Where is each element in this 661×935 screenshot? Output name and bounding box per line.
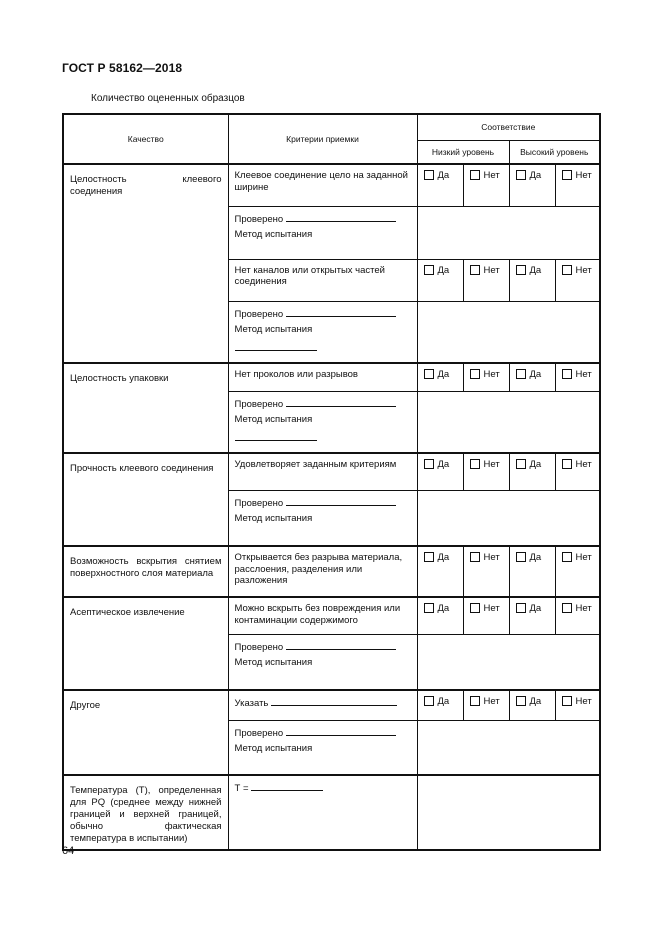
checkbox-high-no[interactable]: Нет xyxy=(555,690,600,720)
checkbox-icon xyxy=(516,603,526,613)
empty-cell xyxy=(417,720,600,775)
checkbox-icon xyxy=(470,265,480,275)
checkbox-icon xyxy=(424,369,434,379)
criteria-cell: Нет каналов или открытых частей соединения xyxy=(228,259,417,301)
empty-cell xyxy=(417,775,600,850)
checkbox-low-no[interactable]: Нет xyxy=(463,259,509,301)
checkbox-high-no[interactable]: Нет xyxy=(555,164,600,206)
checkbox-icon xyxy=(516,369,526,379)
criteria-cell: Клеевое соединение цело на заданной ширине xyxy=(228,164,417,206)
method-line[interactable] xyxy=(235,341,317,351)
checkbox-low-yes[interactable]: Да xyxy=(417,363,463,392)
quality-cell: Целостность упаковки xyxy=(63,363,228,454)
verification-cell: Проверено Метод испытания xyxy=(228,720,417,775)
criteria-cell: Открывается без разрыва материала, расслоения, разделения или разложения xyxy=(228,546,417,597)
checkbox-icon xyxy=(562,696,572,706)
checkbox-low-no[interactable]: Нет xyxy=(463,690,509,720)
checked-line[interactable] xyxy=(286,496,396,506)
checked-line[interactable] xyxy=(286,307,396,317)
criteria-cell: Удовлетворяет заданным критериям xyxy=(228,453,417,490)
checkbox-icon xyxy=(562,552,572,562)
checkbox-high-yes[interactable]: Да xyxy=(509,690,555,720)
checkbox-icon xyxy=(516,170,526,180)
checkbox-low-yes[interactable]: Да xyxy=(417,597,463,634)
criteria-cell: Т = xyxy=(228,775,417,850)
quality-cell: Прочность клеевого соединения xyxy=(63,453,228,546)
checkbox-icon xyxy=(470,696,480,706)
checked-line[interactable] xyxy=(286,397,396,407)
checkbox-high-yes[interactable]: Да xyxy=(509,164,555,206)
checkbox-icon xyxy=(470,369,480,379)
acceptance-table xyxy=(62,113,601,851)
checkbox-high-no[interactable]: Нет xyxy=(555,597,600,634)
header-compliance: Соответствие xyxy=(417,114,600,140)
checkbox-high-no[interactable]: Нет xyxy=(555,546,600,597)
checkbox-high-yes[interactable]: Да xyxy=(509,363,555,392)
empty-cell xyxy=(417,301,600,363)
checkbox-low-no[interactable]: Нет xyxy=(463,363,509,392)
checkbox-low-no[interactable]: Нет xyxy=(463,164,509,206)
header-criteria: Критерии приемки xyxy=(228,114,417,164)
checkbox-high-no[interactable]: Нет xyxy=(555,363,600,392)
temperature-line[interactable] xyxy=(251,781,323,791)
checkbox-icon xyxy=(424,459,434,469)
quality-cell: Асептическое извлечение xyxy=(63,597,228,690)
checkbox-low-no[interactable]: Нет xyxy=(463,546,509,597)
verification-cell: Проверено Метод испытания xyxy=(228,301,417,363)
verification-cell: Проверено Метод испытания xyxy=(228,392,417,454)
checkbox-icon xyxy=(562,603,572,613)
checkbox-icon xyxy=(516,552,526,562)
quality-cell: Целостность клеевого соединения xyxy=(63,164,228,363)
criteria-cell: Нет проколов или разрывов xyxy=(228,363,417,392)
samples-count-label: Количество оцененных образцов xyxy=(91,93,245,104)
verification-cell: Проверено Метод испытания xyxy=(228,206,417,259)
checkbox-low-yes[interactable]: Да xyxy=(417,164,463,206)
empty-cell xyxy=(417,392,600,454)
empty-cell xyxy=(417,634,600,690)
checkbox-low-yes[interactable]: Да xyxy=(417,690,463,720)
quality-cell: Температура (Т), определенная для PQ (среднее между нижней границей и верхней границей, обычно фактическая температура в испытании) xyxy=(63,775,228,850)
checkbox-high-yes[interactable]: Да xyxy=(509,453,555,490)
checkbox-icon xyxy=(562,459,572,469)
empty-cell xyxy=(417,206,600,259)
criteria-cell: Указать xyxy=(228,690,417,720)
checkbox-icon xyxy=(424,265,434,275)
verification-cell: Проверено Метод испытания xyxy=(228,490,417,546)
checkbox-low-no[interactable]: Нет xyxy=(463,597,509,634)
checkbox-low-yes[interactable]: Да xyxy=(417,453,463,490)
specify-line[interactable] xyxy=(271,696,397,706)
verification-cell: Проверено Метод испытания xyxy=(228,634,417,690)
checkbox-icon xyxy=(470,170,480,180)
checkbox-icon xyxy=(470,552,480,562)
checkbox-icon xyxy=(470,459,480,469)
checkbox-low-yes[interactable]: Да xyxy=(417,259,463,301)
checkbox-icon xyxy=(516,459,526,469)
header-high-level: Высокий уровень xyxy=(509,140,600,164)
header-quality: Качество xyxy=(63,114,228,164)
checkbox-low-yes[interactable]: Да xyxy=(417,546,463,597)
criteria-cell: Можно вскрыть без повреждения или контаминации содержимого xyxy=(228,597,417,634)
checkbox-icon xyxy=(470,603,480,613)
checkbox-icon xyxy=(424,603,434,613)
checkbox-icon xyxy=(516,696,526,706)
method-line[interactable] xyxy=(235,431,317,441)
document-header: ГОСТ Р 58162—2018 xyxy=(62,61,183,75)
checked-line[interactable] xyxy=(286,640,396,650)
checkbox-high-yes[interactable]: Да xyxy=(509,597,555,634)
checkbox-icon xyxy=(424,170,434,180)
quality-cell: Возможность вскрытия снятием поверхностного слоя материала xyxy=(63,546,228,597)
checkbox-icon xyxy=(562,265,572,275)
checkbox-icon xyxy=(424,696,434,706)
checkbox-icon xyxy=(424,552,434,562)
checkbox-icon xyxy=(562,170,572,180)
checked-line[interactable] xyxy=(286,212,396,222)
checkbox-high-yes[interactable]: Да xyxy=(509,546,555,597)
checkbox-icon xyxy=(562,369,572,379)
quality-cell: Другое xyxy=(63,690,228,775)
empty-cell xyxy=(417,490,600,546)
page-number: 64 xyxy=(62,845,75,857)
checkbox-low-no[interactable]: Нет xyxy=(463,453,509,490)
checkbox-high-yes[interactable]: Да xyxy=(509,259,555,301)
header-low-level: Низкий уровень xyxy=(417,140,509,164)
checkbox-high-no[interactable]: Нет xyxy=(555,259,600,301)
checked-line[interactable] xyxy=(286,726,396,736)
checkbox-icon xyxy=(516,265,526,275)
checkbox-high-no[interactable]: Нет xyxy=(555,453,600,490)
